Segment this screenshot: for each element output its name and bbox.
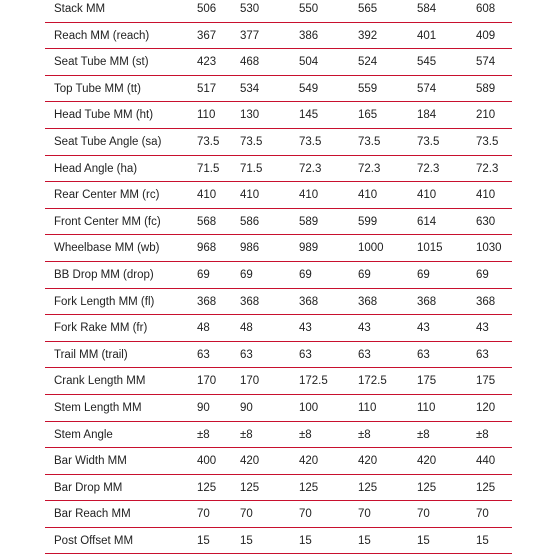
table-cell: 517 bbox=[197, 82, 217, 95]
table-cell: 71.5 bbox=[240, 162, 263, 175]
table-cell: 368 bbox=[240, 295, 260, 308]
table-cell: 110 bbox=[417, 401, 436, 414]
table-cell: 43 bbox=[476, 322, 489, 335]
table-cell: 468 bbox=[240, 56, 260, 69]
table-cell: 73.5 bbox=[417, 135, 440, 148]
table-cell: 63 bbox=[240, 348, 253, 361]
table-cell: 69 bbox=[358, 268, 371, 281]
row-label: Reach MM (reach) bbox=[54, 29, 150, 42]
table-row bbox=[45, 129, 512, 156]
table-cell: 43 bbox=[358, 322, 371, 335]
table-cell: 63 bbox=[476, 348, 489, 361]
table-cell: 550 bbox=[299, 3, 319, 15]
table-cell: 368 bbox=[417, 295, 437, 308]
table-cell: 63 bbox=[197, 348, 210, 361]
table-cell: 130 bbox=[240, 109, 260, 122]
table-cell: 69 bbox=[240, 268, 253, 281]
table-cell: 630 bbox=[476, 215, 496, 228]
table-cell: 63 bbox=[299, 348, 312, 361]
table-cell: 506 bbox=[197, 3, 217, 15]
row-label: Fork Length MM (fl) bbox=[54, 295, 155, 308]
table-cell: 524 bbox=[358, 56, 378, 69]
row-label: Seat Tube Angle (sa) bbox=[54, 135, 162, 148]
table-cell: 530 bbox=[240, 3, 260, 15]
table-cell: ±8 bbox=[240, 428, 253, 441]
table-cell: 368 bbox=[476, 295, 496, 308]
table-cell: 986 bbox=[240, 242, 260, 255]
table-row bbox=[45, 528, 512, 554]
row-label: Bar Reach MM bbox=[54, 508, 131, 521]
table-cell: 70 bbox=[240, 508, 253, 521]
table-cell: ±8 bbox=[299, 428, 312, 441]
table-cell: 586 bbox=[240, 215, 260, 228]
table-row bbox=[45, 102, 512, 129]
table-cell: 410 bbox=[476, 189, 496, 202]
table-cell: ±8 bbox=[358, 428, 371, 441]
row-label: Front Center MM (fc) bbox=[54, 215, 161, 228]
table-cell: ±8 bbox=[417, 428, 430, 441]
table-row bbox=[45, 156, 512, 183]
table-cell: 145 bbox=[299, 109, 319, 122]
row-label: Trail MM (trail) bbox=[54, 348, 128, 361]
table-cell: 110 bbox=[358, 401, 377, 414]
table-cell: 90 bbox=[197, 401, 210, 414]
table-cell: 1015 bbox=[417, 242, 443, 255]
table-cell: ±8 bbox=[197, 428, 210, 441]
table-cell: 70 bbox=[358, 508, 371, 521]
table-cell: 15 bbox=[240, 534, 253, 547]
table-cell: 120 bbox=[476, 401, 496, 414]
table-cell: 1000 bbox=[358, 242, 384, 255]
table-cell: 170 bbox=[197, 375, 217, 388]
table-cell: 125 bbox=[240, 481, 260, 494]
table-cell: 170 bbox=[240, 375, 260, 388]
table-cell: 48 bbox=[240, 322, 253, 335]
row-label: Head Tube MM (ht) bbox=[54, 109, 154, 122]
table-cell: 73.5 bbox=[299, 135, 322, 148]
table-cell: 584 bbox=[417, 3, 437, 15]
table-row bbox=[45, 315, 512, 342]
row-label: Seat Tube MM (st) bbox=[54, 56, 149, 69]
table-cell: 125 bbox=[476, 481, 496, 494]
table-cell: 599 bbox=[358, 215, 378, 228]
table-cell: 368 bbox=[197, 295, 217, 308]
table-row bbox=[45, 49, 512, 76]
table-cell: 574 bbox=[476, 56, 496, 69]
table-cell: 608 bbox=[476, 3, 496, 15]
row-label: Rear Center MM (rc) bbox=[54, 189, 160, 202]
table-cell: 175 bbox=[476, 375, 496, 388]
table-cell: 410 bbox=[240, 189, 260, 202]
table-cell: 549 bbox=[299, 82, 319, 95]
table-cell: 589 bbox=[476, 82, 496, 95]
table-cell: 70 bbox=[476, 508, 489, 521]
table-cell: 15 bbox=[299, 534, 312, 547]
row-label: Top Tube MM (tt) bbox=[54, 82, 141, 95]
table-cell: 125 bbox=[299, 481, 319, 494]
table-cell: 73.5 bbox=[197, 135, 220, 148]
table-cell: 401 bbox=[417, 29, 437, 42]
table-cell: 410 bbox=[197, 189, 217, 202]
table-cell: 420 bbox=[240, 455, 260, 468]
table-cell: 70 bbox=[299, 508, 312, 521]
table-cell: 70 bbox=[417, 508, 430, 521]
table-cell: 63 bbox=[417, 348, 430, 361]
row-label: Stem Angle bbox=[54, 428, 113, 441]
table-cell: 565 bbox=[358, 3, 378, 15]
table-row bbox=[45, 76, 512, 103]
table-cell: 48 bbox=[197, 322, 210, 335]
table-cell: 968 bbox=[197, 242, 217, 255]
table-cell: 386 bbox=[299, 29, 319, 42]
table-cell: 15 bbox=[417, 534, 430, 547]
table-row bbox=[45, 342, 512, 369]
table-cell: 1030 bbox=[476, 242, 502, 255]
table-cell: 989 bbox=[299, 242, 319, 255]
table-cell: 440 bbox=[476, 455, 496, 468]
table-row bbox=[45, 448, 512, 475]
row-label: Fork Rake MM (fr) bbox=[54, 322, 148, 335]
table-row bbox=[45, 235, 512, 262]
table-cell: 559 bbox=[358, 82, 378, 95]
table-cell: 504 bbox=[299, 56, 319, 69]
table-row bbox=[45, 422, 512, 449]
table-cell: 72.3 bbox=[358, 162, 381, 175]
table-cell: 73.5 bbox=[476, 135, 499, 148]
table-cell: 125 bbox=[358, 481, 378, 494]
table-cell: 100 bbox=[299, 401, 319, 414]
row-label: Crank Length MM bbox=[54, 375, 146, 388]
table-cell: 568 bbox=[197, 215, 217, 228]
table-cell: 172.5 bbox=[299, 375, 328, 388]
table-cell: 15 bbox=[476, 534, 489, 547]
table-cell: 43 bbox=[299, 322, 312, 335]
table-cell: 545 bbox=[417, 56, 437, 69]
table-cell: 410 bbox=[299, 189, 319, 202]
table-row bbox=[45, 368, 512, 395]
table-cell: 172.5 bbox=[358, 375, 387, 388]
row-label: Head Angle (ha) bbox=[54, 162, 138, 175]
row-label: BB Drop MM (drop) bbox=[54, 268, 154, 281]
table-cell: 15 bbox=[197, 534, 210, 547]
row-label: Bar Drop MM bbox=[54, 481, 123, 494]
table-cell: 410 bbox=[358, 189, 378, 202]
table-cell: 165 bbox=[358, 109, 378, 122]
table-cell: 175 bbox=[417, 375, 437, 388]
row-label: Post Offset MM bbox=[54, 534, 134, 547]
table-cell: 409 bbox=[476, 29, 496, 42]
table-cell: 377 bbox=[240, 29, 260, 42]
table-cell: 69 bbox=[197, 268, 210, 281]
row-label: Wheelbase MM (wb) bbox=[54, 242, 160, 255]
table-cell: 420 bbox=[299, 455, 319, 468]
table-cell: 392 bbox=[358, 29, 378, 42]
table-row bbox=[45, 475, 512, 502]
table-cell: 69 bbox=[417, 268, 430, 281]
table-cell: 368 bbox=[299, 295, 319, 308]
table-cell: 73.5 bbox=[358, 135, 381, 148]
row-label: Stem Length MM bbox=[54, 401, 142, 414]
table-row bbox=[45, 262, 512, 289]
table-cell: 110 bbox=[197, 109, 216, 122]
table-cell: 367 bbox=[197, 29, 217, 42]
table-row bbox=[45, 209, 512, 236]
table-cell: 72.3 bbox=[299, 162, 322, 175]
table-cell: 69 bbox=[476, 268, 489, 281]
table-cell: 420 bbox=[358, 455, 378, 468]
table-row bbox=[45, 501, 512, 528]
table-cell: 574 bbox=[417, 82, 437, 95]
table-cell: 423 bbox=[197, 56, 217, 69]
table-cell: 69 bbox=[299, 268, 312, 281]
table-row bbox=[45, 182, 512, 209]
table-cell: 589 bbox=[299, 215, 319, 228]
table-cell: 125 bbox=[417, 481, 437, 494]
table-row bbox=[45, 289, 512, 316]
table-cell: 72.3 bbox=[417, 162, 440, 175]
table-cell: 15 bbox=[358, 534, 371, 547]
table-cell: 73.5 bbox=[240, 135, 263, 148]
table-cell: 420 bbox=[417, 455, 437, 468]
table-cell: 71.5 bbox=[197, 162, 220, 175]
table-cell: 368 bbox=[358, 295, 378, 308]
table-cell: 410 bbox=[417, 189, 437, 202]
table-cell: 90 bbox=[240, 401, 253, 414]
table-cell: 210 bbox=[476, 109, 496, 122]
table-row bbox=[45, 0, 512, 23]
table-cell: ±8 bbox=[476, 428, 489, 441]
table-cell: 63 bbox=[358, 348, 371, 361]
table-cell: 184 bbox=[417, 109, 437, 122]
row-label: Bar Width MM bbox=[54, 455, 127, 468]
table-cell: 72.3 bbox=[476, 162, 499, 175]
table-cell: 43 bbox=[417, 322, 430, 335]
row-label: Stack MM bbox=[54, 3, 106, 15]
table-cell: 125 bbox=[197, 481, 217, 494]
table-cell: 614 bbox=[417, 215, 437, 228]
table-row bbox=[45, 395, 512, 422]
table-cell: 70 bbox=[197, 508, 210, 521]
geometry-table bbox=[45, 0, 512, 554]
table-row bbox=[45, 23, 512, 50]
table-cell: 534 bbox=[240, 82, 260, 95]
table-cell: 400 bbox=[197, 455, 217, 468]
